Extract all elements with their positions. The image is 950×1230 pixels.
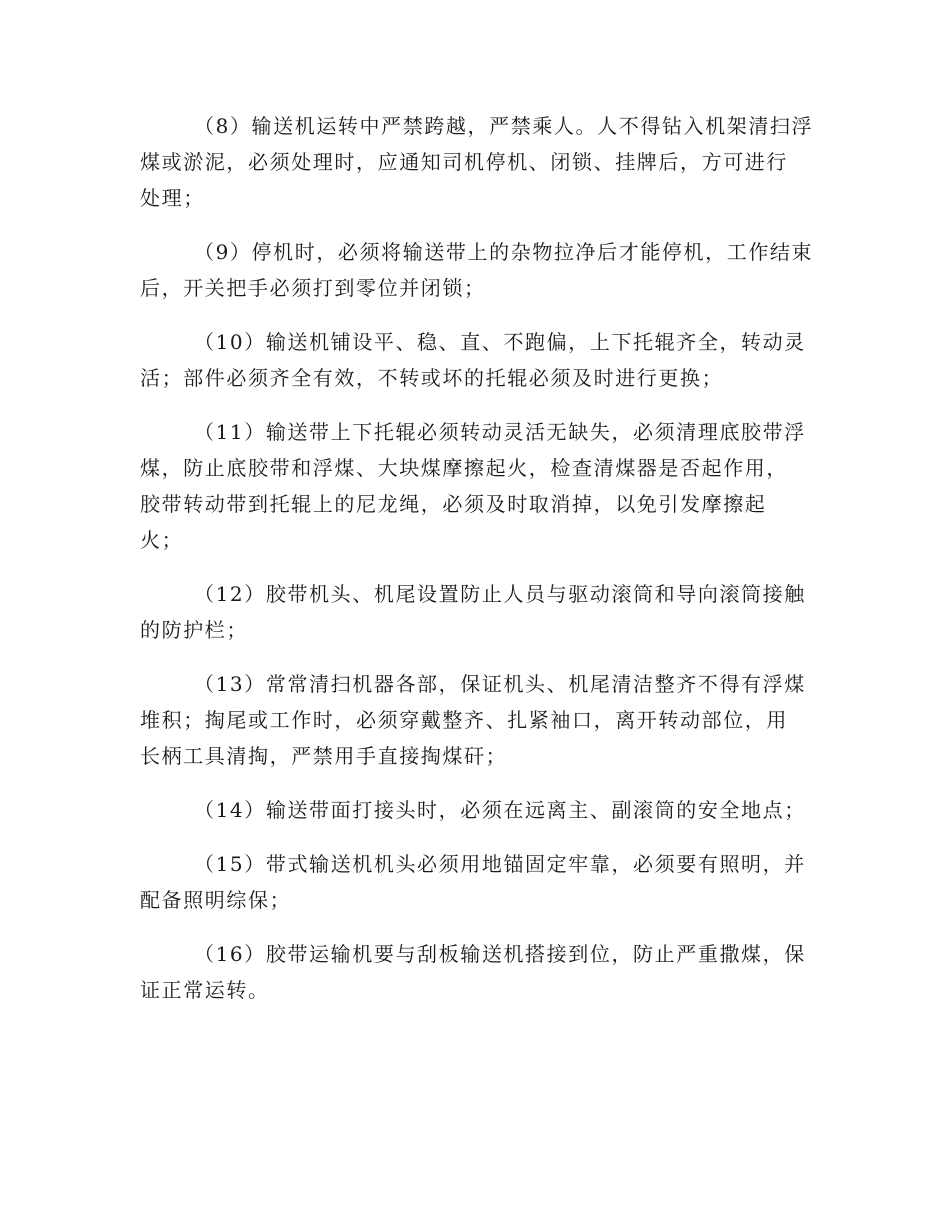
text-line: 证正常运转。 — [140, 978, 270, 1002]
paragraph-15 — [140, 846, 810, 918]
document-body — [140, 108, 814, 1026]
text-line: 配备照明综保； — [140, 888, 292, 912]
text-line: （15）带式输送机机头必须用地锚固定牢靠，必须要有照明，并 — [194, 852, 806, 876]
text-line: 煤或淤泥，必须处理时，应通知司机停机、闭锁、挂牌后，方可进行 — [140, 150, 788, 174]
text-line: （8）输送机运转中严禁跨越，严禁乘人。人不得钻入机架清扫浮 — [194, 114, 814, 138]
text-line: 胶带转动带到托辊上的尼龙绳，必须及时取消掉，以免引发摩擦起 — [140, 492, 767, 516]
paragraph-9 — [140, 234, 814, 306]
text-line: （14）输送带面打接头时，必须在远离主、副滚筒的安全地点； — [194, 798, 806, 822]
text-line: （13）常常清扫机器各部，保证机头、机尾清洁整齐不得有浮煤 — [194, 672, 806, 696]
text-line: 煤，防止底胶带和浮煤、大块煤摩擦起火，检查清煤器是否起作用， — [140, 456, 788, 480]
text-line: 的防护栏； — [140, 618, 248, 642]
text-line: （11）输送带上下托辊必须转动灵活无缺失，必须清理底胶带浮 — [194, 420, 806, 444]
text-line: （12）胶带机头、机尾设置防止人员与驱动滚筒和导向滚筒接触 — [194, 582, 806, 606]
paragraph-10 — [140, 324, 810, 396]
text-line: （10）输送机铺设平、稳、直、不跑偏，上下托辊齐全，转动灵 — [194, 330, 806, 354]
text-line: 后，开关把手必须打到零位并闭锁； — [140, 276, 486, 300]
paragraph-16 — [140, 936, 810, 1008]
text-line: （9）停机时，必须将输送带上的杂物拉净后才能停机，工作结束 — [194, 240, 814, 264]
paragraph-8 — [140, 108, 814, 216]
text-line: （16）胶带运输机要与刮板输送机搭接到位，防止严重撒煤，保 — [194, 942, 806, 966]
paragraph-14 — [140, 792, 810, 828]
paragraph-11 — [140, 414, 810, 558]
paragraph-13 — [140, 666, 810, 774]
text-line: 处理； — [140, 186, 205, 210]
text-line: 堆积；掏尾或工作时，必须穿戴整齐、扎紧袖口，离开转动部位，用 — [140, 708, 788, 732]
text-line: 长柄工具清掏，严禁用手直接掏煤矸； — [140, 744, 508, 768]
text-line: 活；部件必须齐全有效，不转或坏的托辊必须及时进行更换； — [140, 366, 724, 390]
paragraph-12 — [140, 576, 810, 648]
text-line: 火； — [140, 528, 184, 552]
